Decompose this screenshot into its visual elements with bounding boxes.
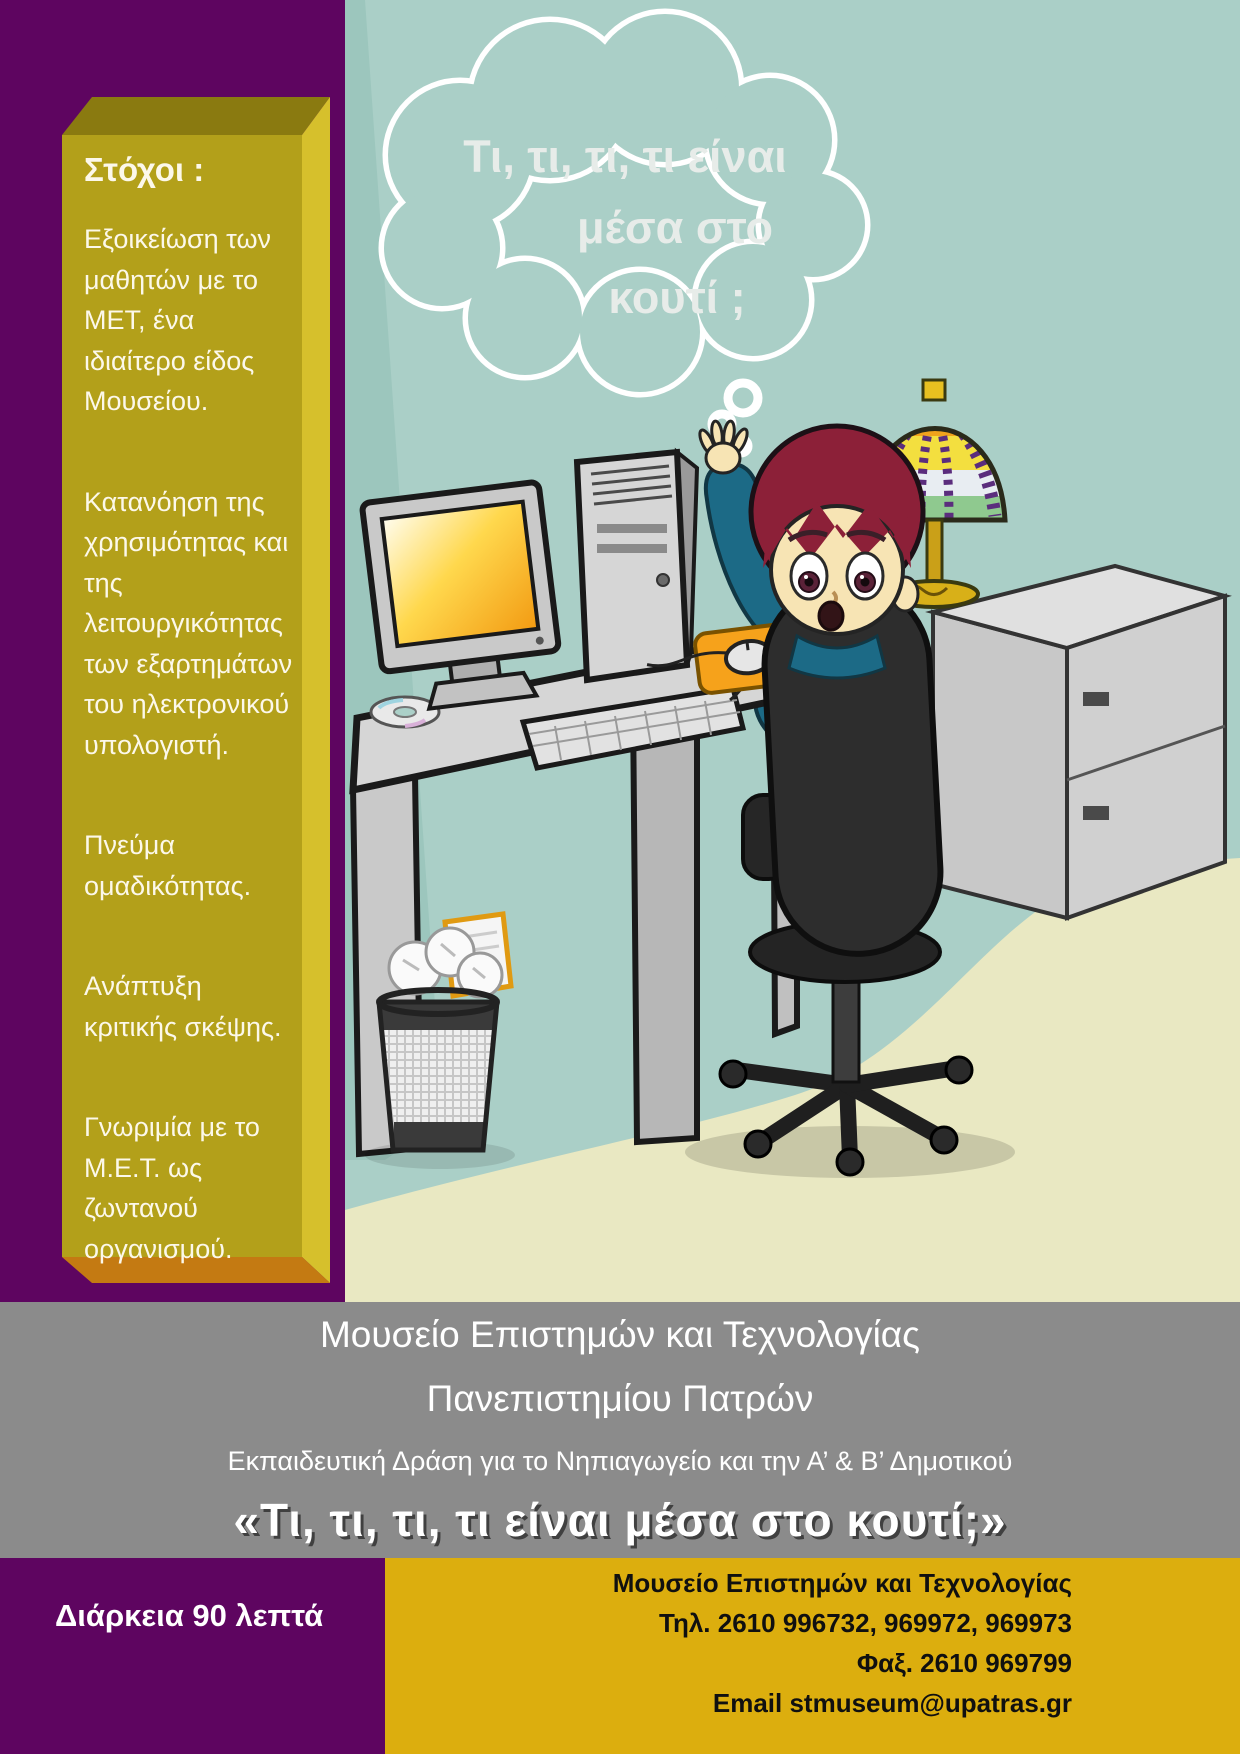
computer-tower xyxy=(577,452,697,680)
goal-box-top-face xyxy=(62,97,330,135)
contact-fax: Φαξ. 2610 969799 xyxy=(856,1648,1072,1678)
sidebar xyxy=(0,0,345,1302)
footer-contact-block xyxy=(385,1558,1240,1754)
contact-name: Μουσείο Επιστημών και Τεχνολογίας xyxy=(612,1568,1072,1598)
banner-subtitle: Εκπαιδευτική Δράση για το Νηπιαγωγείο και την Α’ & Β’ Δημοτικού xyxy=(227,1446,1013,1476)
museum-title-line2: Πανεπιστημίου Πατρών xyxy=(426,1378,814,1419)
duration-text: Διάρκεια 90 λεπτά xyxy=(55,1598,324,1633)
cabinet xyxy=(933,566,1225,918)
boy-mouth xyxy=(819,602,843,630)
chair-backrest xyxy=(760,578,944,958)
cd-disc xyxy=(371,697,439,727)
goals-panel xyxy=(62,135,302,1264)
contact-phone: Τηλ. 2610 996732, 969972, 969973 xyxy=(659,1608,1072,1638)
monitor-screen xyxy=(382,502,539,646)
goal-item: Κατανόηση της χρησιμότητας και της λειτουργικότητας των εξαρτημάτων του ηλεκτρονικού υπολογιστή. xyxy=(84,486,293,760)
illustration xyxy=(345,0,1240,1302)
illustration-svg xyxy=(345,0,1240,1302)
bubble-line-3: κουτί ; xyxy=(608,272,746,323)
goals-heading: Στόχοι : xyxy=(84,151,205,188)
museum-title-line1: Μουσείο Επιστημών και Τεχνολογίας xyxy=(319,1314,921,1355)
contact-email: Email stmuseum@upatras.gr xyxy=(712,1688,1072,1718)
footer xyxy=(0,1558,1240,1754)
thought-bubble xyxy=(384,14,865,453)
title-banner xyxy=(0,1302,1240,1558)
goal-box-right-face xyxy=(302,97,330,1283)
goal-item: Γνωριμία με το Μ.Ε.Τ. ως ζωντανού οργανισμού. xyxy=(84,1112,260,1264)
bubble-line-1: Τι, τι, τι, τι είναι xyxy=(463,131,787,182)
goal-item: Εξοικείωση των μαθητών με το ΜΕΤ, ένα ιδιαίτερο είδος Μουσείου. xyxy=(84,224,272,416)
footer-duration-block xyxy=(0,1558,385,1754)
activity-title: «Τι, τι, τι, τι είναι μέσα στο κουτί;» xyxy=(233,1494,1007,1546)
goal-item: Πνεύμα ομαδικότητας. xyxy=(84,830,252,901)
bubble-line-2: μέσα στο xyxy=(577,202,773,253)
goal-item: Ανάπτυξη κριτικής σκέψης. xyxy=(84,971,282,1042)
